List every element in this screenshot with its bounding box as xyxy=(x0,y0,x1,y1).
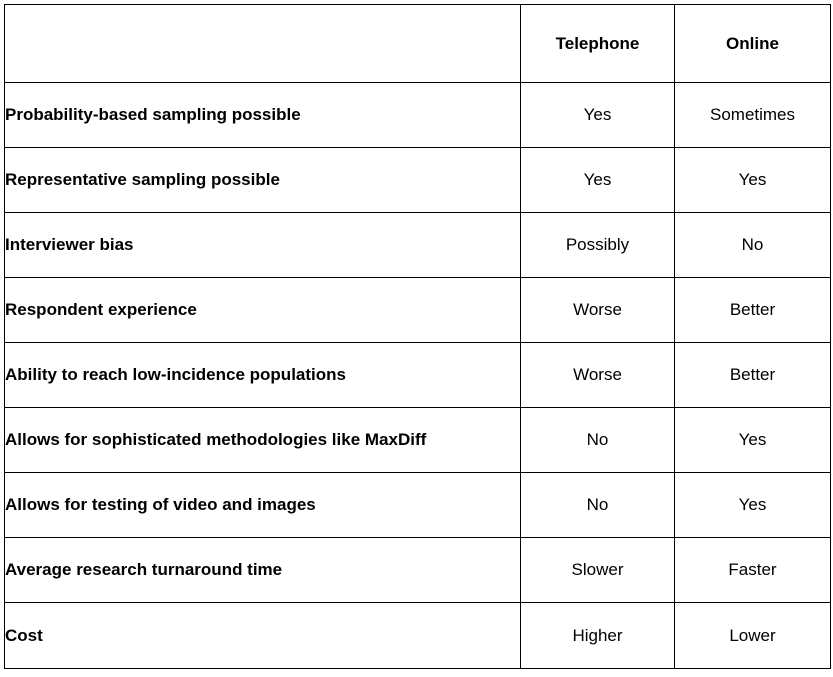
telephone-cell: Yes xyxy=(521,83,675,148)
telephone-cell: Worse xyxy=(521,278,675,343)
online-cell: Lower xyxy=(675,603,831,669)
telephone-cell: Higher xyxy=(521,603,675,669)
online-cell: Yes xyxy=(675,148,831,213)
table-row xyxy=(5,278,831,343)
table-row xyxy=(5,603,831,669)
telephone-cell: Yes xyxy=(521,148,675,213)
online-cell: Better xyxy=(675,278,831,343)
feature-cell: Respondent experience xyxy=(5,278,521,343)
telephone-cell: Worse xyxy=(521,343,675,408)
feature-cell: Probability-based sampling possible xyxy=(5,83,521,148)
feature-cell: Representative sampling possible xyxy=(5,148,521,213)
online-cell: Yes xyxy=(675,408,831,473)
header-cell-empty xyxy=(5,5,521,83)
telephone-cell: No xyxy=(521,408,675,473)
feature-cell: Interviewer bias xyxy=(5,213,521,278)
table-row xyxy=(5,213,831,278)
online-cell: Yes xyxy=(675,473,831,538)
feature-cell: Allows for sophisticated methodologies like MaxDiff xyxy=(5,408,521,473)
feature-cell: Cost xyxy=(5,603,521,669)
header-row xyxy=(5,5,831,83)
feature-cell: Ability to reach low-incidence populations xyxy=(5,343,521,408)
table-row xyxy=(5,473,831,538)
table-row xyxy=(5,538,831,603)
table-row xyxy=(5,408,831,473)
header-cell-online: Online xyxy=(675,5,831,83)
online-cell: Better xyxy=(675,343,831,408)
table-row xyxy=(5,148,831,213)
online-cell: Faster xyxy=(675,538,831,603)
comparison-table xyxy=(4,4,831,669)
online-cell: No xyxy=(675,213,831,278)
table-row xyxy=(5,343,831,408)
feature-cell: Allows for testing of video and images xyxy=(5,473,521,538)
feature-cell: Average research turnaround time xyxy=(5,538,521,603)
header-cell-telephone: Telephone xyxy=(521,5,675,83)
telephone-cell: Possibly xyxy=(521,213,675,278)
table-row xyxy=(5,83,831,148)
telephone-cell: Slower xyxy=(521,538,675,603)
telephone-cell: No xyxy=(521,473,675,538)
online-cell: Sometimes xyxy=(675,83,831,148)
